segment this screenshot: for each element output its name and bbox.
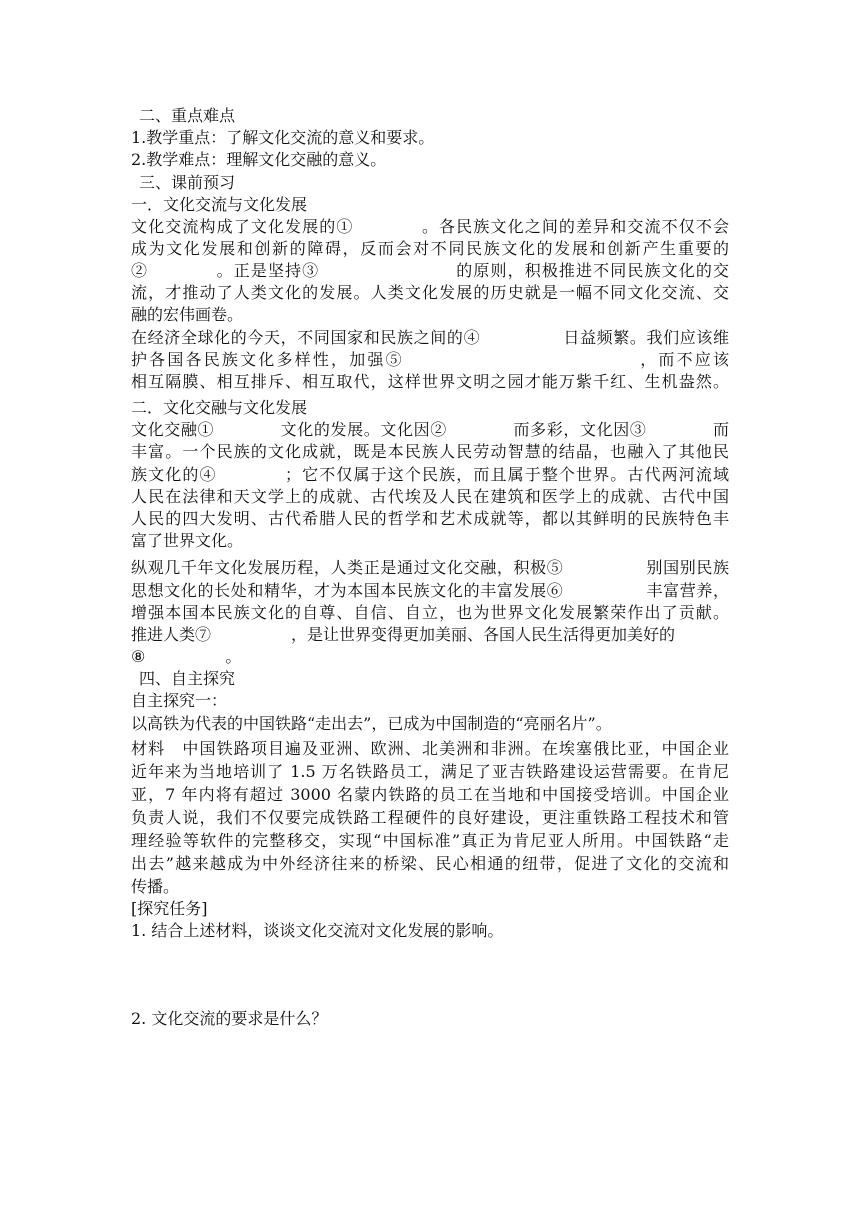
paragraph-line: 丰富。一个民族的文化成就，既是本民族人民劳动智慧的结晶，也融入了其他民	[131, 442, 729, 461]
question-1: 1. 结合上述材料，谈谈文化交流对文化发展的影响。	[131, 921, 504, 940]
paragraph-line: 思想文化的长处和精华，才为本国本民族文化的丰富发展⑥ 丰富营养，	[131, 581, 729, 600]
paragraph-line: 富了世界文化。	[131, 531, 244, 550]
paragraph-line: 文化交流构成了文化发展的① 。各民族文化之间的差异和交流不仅不会	[131, 217, 729, 236]
paragraph-line: 在经济全球化的今天，不同国家和民族之间的④ 日益频繁。我们应该维	[131, 328, 729, 347]
paragraph-line: ⑧ 。	[131, 647, 242, 666]
paragraph-line: ② 。正是坚持③ 的原则，积极推进不同民族文化的交	[131, 261, 729, 280]
paragraph-line: 纵观几千年文化发展历程，人类正是通过文化交融，积极⑤ 别国别民族	[131, 558, 729, 577]
paragraph-line: 推进人类⑦ ，是让世界变得更加美丽、各国人民生活得更加美好的	[131, 625, 676, 644]
subsection-title: 二．文化交融与文化发展	[131, 398, 308, 417]
key-point: 1.教学重点：了解文化交流的意义和要求。	[131, 128, 435, 147]
paragraph-line: 护各国各民族文化多样性，加强⑤ ，而不应该	[131, 350, 729, 369]
paragraph-line: 成为文化发展和创新的障碍，反而会对不同民族文化的发展和创新产生重要的	[131, 239, 729, 258]
paragraph-line: 人民在法律和天文学上的成就、古代埃及人民在建筑和医学上的成就、古代中国	[131, 487, 729, 506]
material-line: 近年来为当地培训了 1.5 万名铁路员工，满足了亚吉铁路建设运营需要。在肯尼	[131, 762, 729, 781]
paragraph-line: 人民的四大发明、古代希腊人民的哲学和艺术成就等，都以其鲜明的民族特色丰	[131, 509, 729, 528]
material-line: 出去”越来越成为中外经济往来的桥梁、民心相通的纽带，促进了文化的交流和	[131, 854, 729, 873]
subsection-title: 一．文化交流与文化发展	[131, 195, 308, 214]
section-heading: 二、重点难点	[139, 106, 236, 125]
material-line: 亚，7 年内将有超过 3000 名蒙内铁路的员工在当地和中国接受培训。中国企业	[131, 785, 729, 804]
paragraph-line: 融的宏伟画卷。	[131, 305, 244, 324]
inquiry-label: 自主探究一：	[131, 691, 228, 710]
paragraph-line: 流，才推动了人类文化的发展。人类文化发展的历史就是一幅不同文化交流、交	[131, 283, 729, 302]
section-heading: 四、自主探究	[139, 669, 236, 688]
material-line: 传播。	[131, 877, 180, 896]
inquiry-lead: 以高铁为代表的中国铁路“走出去”，已成为中国制造的“亮丽名片”。	[131, 714, 612, 733]
question-2: 2. 文化交流的要求是什么？	[131, 1009, 328, 1028]
paragraph-line: 增强本国本民族文化的自尊、自信、自立，也为世界文化发展繁荣作出了贡献。	[131, 603, 729, 622]
paragraph-line: 相互隔膜、相互排斥、相互取代，这样世界文明之园才能万紫千红、生机盎然。	[131, 372, 729, 391]
task-heading: [探究任务]	[131, 899, 208, 918]
material-line: 理经验等软件的完整移交，实现“中国标准”真正为肯尼亚人所用。中国铁路“走	[131, 831, 729, 850]
paragraph-line: 族文化的④ ；它不仅属于这个民族，而且属于整个世界。古代两河流域	[131, 465, 729, 484]
material-line: 负责人说，我们不仅要完成铁路工程硬件的良好建设，更注重铁路工程技术和管	[131, 808, 729, 827]
material-line: 材料 中国铁路项目遍及亚洲、欧洲、北美洲和非洲。在埃塞俄比亚，中国企业	[131, 739, 729, 758]
section-heading: 三、课前预习	[139, 173, 236, 192]
paragraph-line: 文化交融① 文化的发展。文化因② 而多彩，文化因③ 而	[131, 420, 729, 439]
difficult-point: 2.教学难点：理解文化交融的意义。	[131, 150, 387, 169]
